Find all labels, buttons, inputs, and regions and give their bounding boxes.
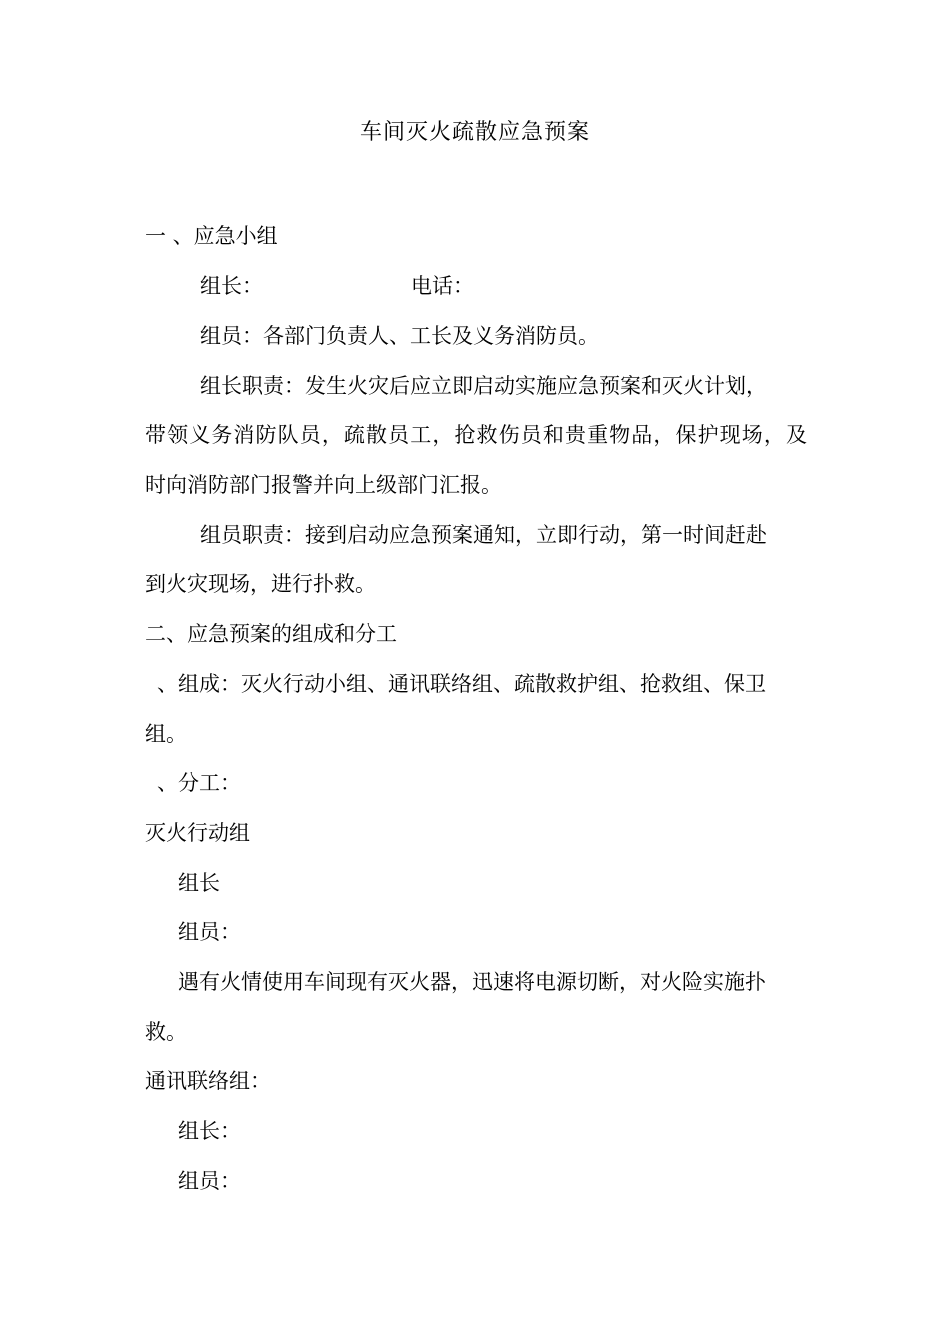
fire-group-leader: 组长 bbox=[178, 871, 220, 895]
fire-group-heading: 灭火行动组 bbox=[145, 821, 250, 845]
fire-group-duty-line-1: 遇有火情使用车间现有灭火器，迅速将电源切断，对火险实施扑 bbox=[178, 970, 766, 994]
member-duty-line-1: 组员职责：接到启动应急预案通知，立即行动，第一时间赶赴 bbox=[200, 523, 767, 547]
leader-phone-line bbox=[200, 271, 474, 301]
fire-group-duty-line-2: 救。 bbox=[145, 1020, 187, 1044]
member-duty-line-2: 到火灾现场，进行扑救。 bbox=[145, 572, 376, 596]
leader-duty-line-3: 时向消防部门报警并向上级部门汇报。 bbox=[145, 473, 502, 497]
phone-label: 电话： bbox=[411, 274, 474, 298]
members-line: 组员：各部门负责人、工长及义务消防员。 bbox=[200, 324, 599, 348]
division-line: 、分工： bbox=[157, 771, 241, 795]
section-2-heading: 二、应急预案的组成和分工 bbox=[145, 622, 397, 646]
leader-label: 组长： bbox=[200, 274, 263, 298]
leader-duty-line-2: 带领义务消防队员，疏散员工，抢救伤员和贵重物品，保护现场，及 bbox=[145, 423, 807, 447]
section-1-heading: 一 、应急小组 bbox=[145, 224, 278, 248]
leader-duty-line-1: 组长职责：发生火灾后应立即启动实施应急预案和灭火计划， bbox=[200, 374, 767, 398]
composition-line-1: 、组成：灭火行动小组、通讯联络组、疏散救护组、抢救组、保卫 bbox=[157, 672, 766, 696]
composition-line-2: 组。 bbox=[145, 722, 187, 746]
comm-group-leader: 组长： bbox=[178, 1119, 241, 1143]
comm-group-members: 组员： bbox=[178, 1169, 241, 1193]
fire-group-members: 组员： bbox=[178, 920, 241, 944]
comm-group-heading: 通讯联络组： bbox=[145, 1069, 271, 1093]
document-title: 车间灭火疏散应急预案 bbox=[359, 120, 590, 145]
